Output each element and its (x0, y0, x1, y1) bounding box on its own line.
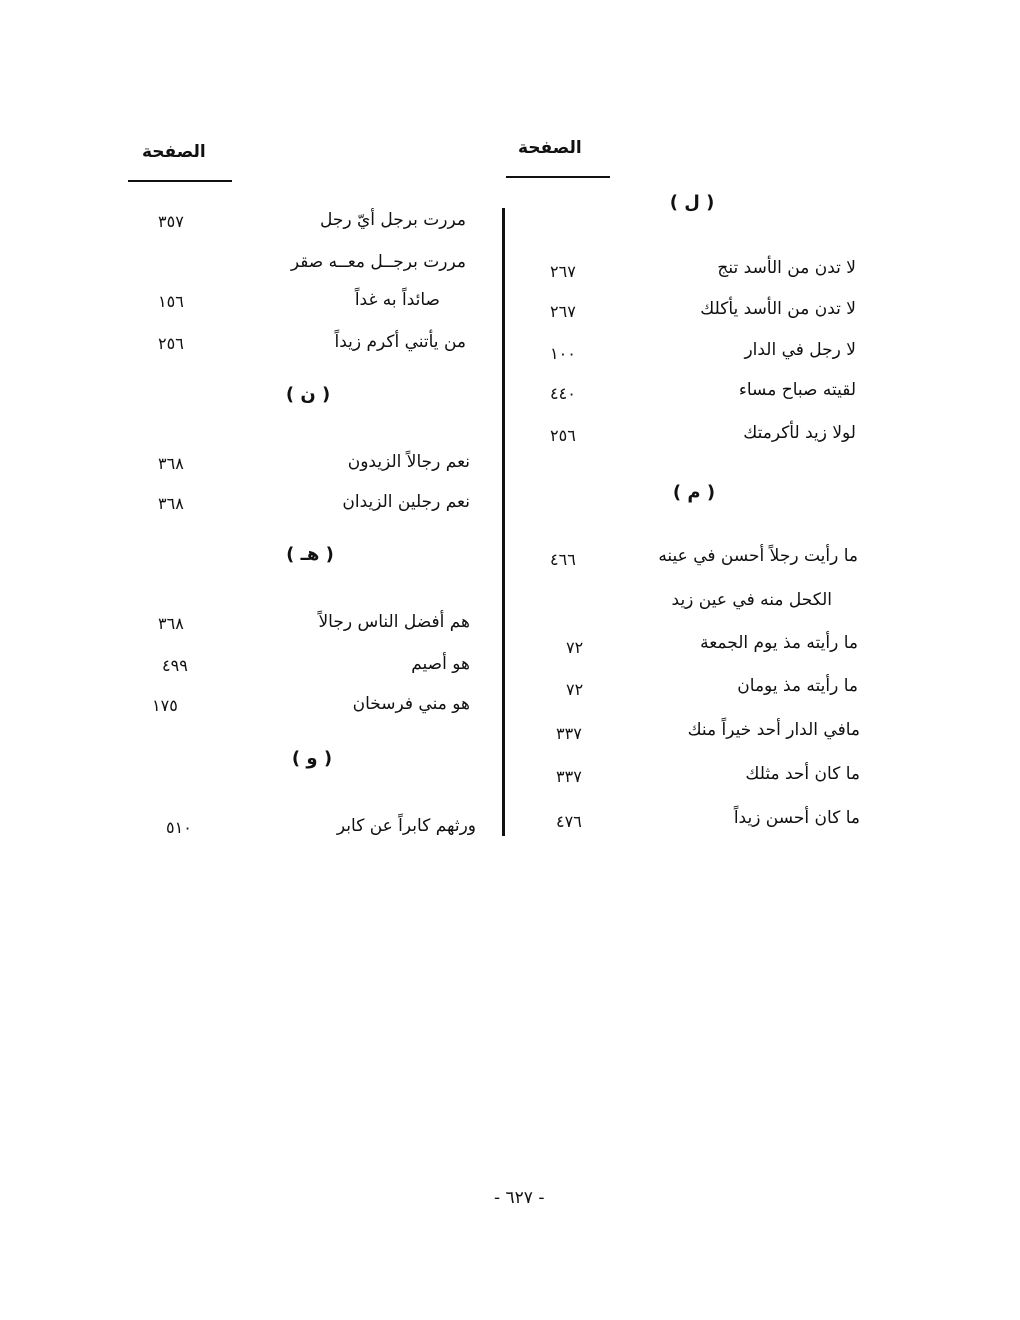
index-entry: مررت برجــل معــه صقر (290, 252, 466, 272)
index-entry: ما رأيته مذ يوم الجمعة (700, 633, 858, 653)
page-ref: ٣٥٧ (158, 212, 184, 231)
index-entry: ما كان أحد مثلك (745, 764, 860, 784)
page-ref: ١٥٦ (158, 292, 184, 311)
left-header-underline (128, 180, 232, 182)
index-entry: هو أصيم (411, 654, 470, 674)
index-entry: ورثهم كابراً عن كابر (336, 816, 476, 836)
index-entry: صائداً به غداً (354, 290, 440, 310)
index-entry: ما كان أحسن زيداً (733, 808, 860, 828)
page-ref: ٧٢ (566, 680, 584, 699)
page-number: - ٦٢٧ - (494, 1188, 545, 1208)
page-ref: ٣٣٧ (556, 767, 582, 786)
index-entry: نعم رجلين الزيدان (342, 492, 470, 512)
section-heading-ha: ( هـ ) (286, 544, 334, 565)
page-ref: ٤٤٠ (550, 384, 576, 403)
page-ref: ٣٦٨ (158, 614, 184, 633)
page-ref: ٣٦٨ (158, 454, 184, 473)
page-ref: ٤٦٦ (550, 550, 576, 569)
index-entry: لا رجل في الدار (744, 340, 856, 360)
page-ref: ٤٩٩ (162, 656, 188, 675)
left-page-header: الصفحة (142, 142, 206, 162)
page-ref: ٧٢ (566, 638, 584, 657)
page-ref: ١٧٥ (152, 696, 178, 715)
index-entry: من يأتني أكرم زيداً (334, 332, 466, 352)
right-header-underline (506, 176, 610, 178)
index-entry: ما رأيته مذ يومان (737, 676, 858, 696)
index-entry: مررت برجل أيّ رجل (319, 210, 466, 230)
section-heading-mim: ( م ) (672, 482, 716, 503)
page-ref: ٢٥٦ (550, 426, 576, 445)
index-entry: مافي الدار أحد خيراً منك (687, 720, 860, 740)
column-divider (502, 208, 505, 836)
section-heading-nun: ( ن ) (285, 384, 331, 405)
page-ref: ١٠٠ (550, 344, 576, 363)
page-ref: ٢٦٧ (550, 302, 576, 321)
page-ref: ٣٣٧ (556, 724, 582, 743)
page-ref: ٢٦٧ (550, 262, 576, 281)
index-entry: ما رأيت رجلاً أحسن في عينه (658, 546, 858, 566)
page-ref: ٤٧٦ (556, 812, 582, 831)
index-entry: هم أفضل الناس رجالاً (318, 612, 470, 632)
index-entry: لا تدن من الأسد تنج (717, 258, 856, 278)
index-entry: لا تدن من الأسد يأكلك (700, 299, 856, 319)
section-heading-lam: ( ل ) (669, 192, 715, 213)
index-entry: لولا زيد لأكرمتك (743, 423, 856, 443)
page-ref: ٢٥٦ (158, 334, 184, 353)
section-heading-waw: ( و ) (291, 748, 333, 769)
page-ref: ٣٦٨ (158, 494, 184, 513)
right-page-header: الصفحة (518, 138, 582, 158)
index-entry: نعم رجالاً الزيدون (347, 452, 470, 472)
index-entry-continuation: الكحل منه في عين زيد (671, 590, 832, 610)
page-ref: ٥١٠ (166, 818, 192, 837)
index-entry: هو مني فرسخان (352, 694, 470, 714)
index-entry: لقيته صباح مساء (738, 380, 856, 400)
